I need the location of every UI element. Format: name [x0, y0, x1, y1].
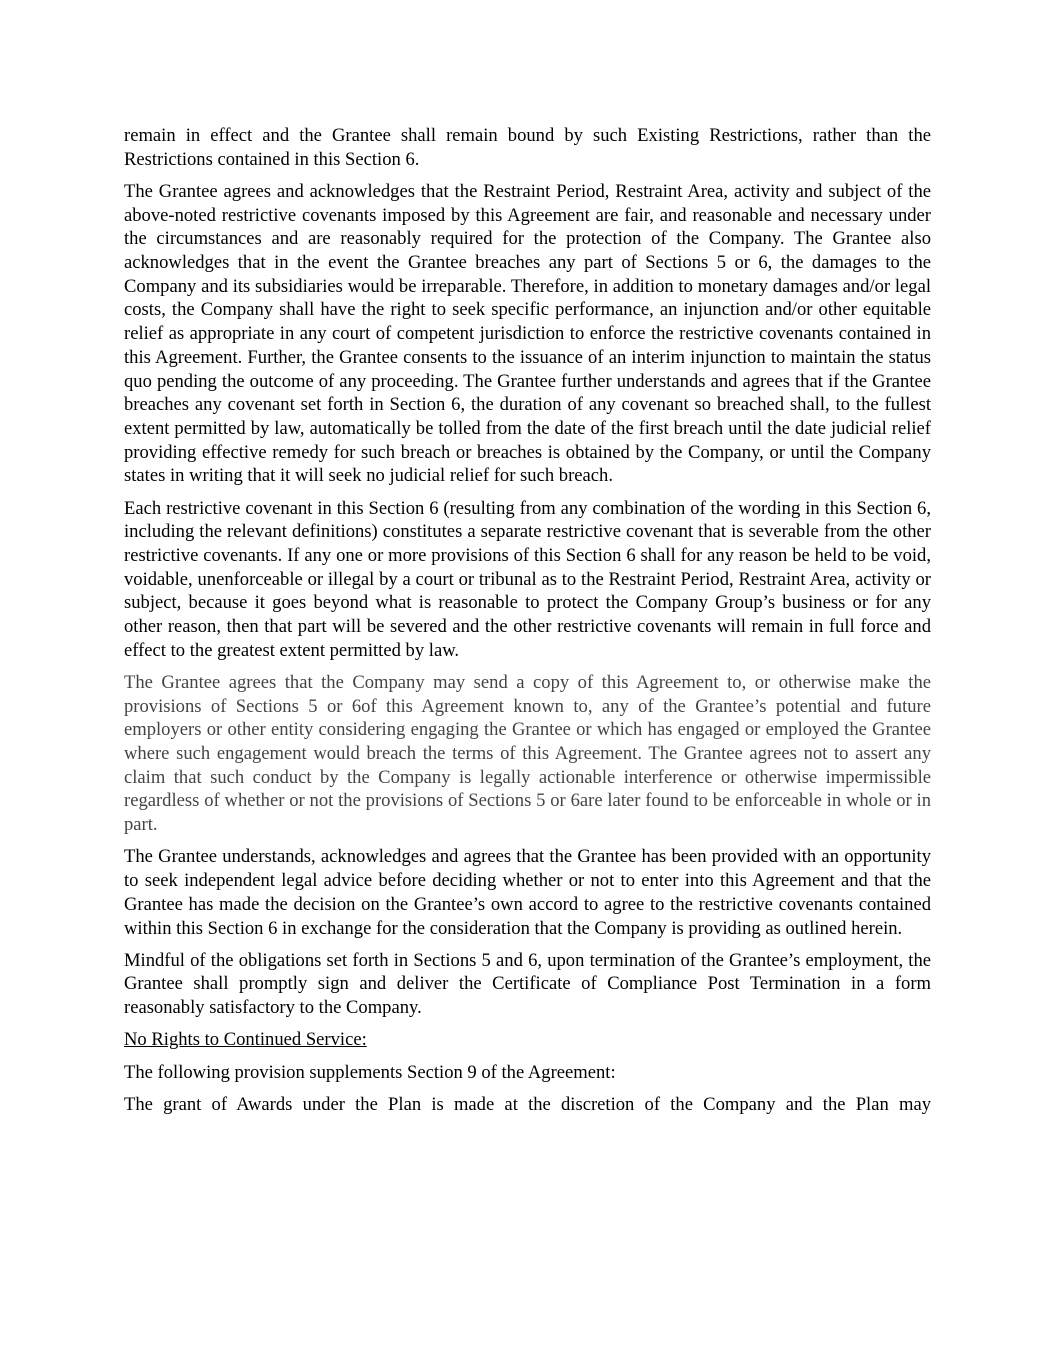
paragraph-supplement-section-9: The following provision supplements Section 9 of the Agreement:: [124, 1061, 616, 1083]
paragraph-notice-to-employers: The Grantee agrees that the Company may send a copy of this Agreement to, or otherwise make the provisions of Sections 5 or 6of this Agreement known to, any of the Grantee’s potential and future employers or other entity considering engaging the Grantee or which has engaged or employed the Grantee where such engagement would breach the terms of this Agreement. The Grantee agrees not to assert any claim that such conduct by the Company is legally actionable interference or otherwise impermissible regardless of whether or not the provisions of Sections 5 or 6are later found to be enforceable in whole or in part.: [124, 671, 931, 836]
section-heading-no-rights: No Rights to Continued Service:: [124, 1029, 367, 1051]
paragraph-grant-of-awards: The grant of Awards under the Plan is made at the discretion of the Company and the Plan may: [124, 1093, 931, 1115]
paragraph-existing-restrictions: remain in effect and the Grantee shall remain bound by such Existing Restrictions, rather than the Restrictions contained in this Section 6.: [124, 125, 931, 170]
paragraph-legal-advice: The Grantee understands, acknowledges and agrees that the Grantee has been provided with an opportunity to seek independent legal advice before deciding whether or not to enter into this Agreement and that the Grantee has made the decision on the Grantee’s own accord to agree to the restrictive covenants contained within this Section 6 in exchange for the consideration that the Company is providing as outlined herein.: [124, 846, 931, 939]
paragraph-certificate-of-compliance: Mindful of the obligations set forth in Sections 5 and 6, upon termination of the Grantee’s employment, the Grantee shall promptly sign and deliver the Certificate of Compliance Post Termination in a form reasonably satisfactory to the Company.: [124, 949, 931, 1019]
document-page: [124, 124, 931, 1116]
paragraph-severability: Each restrictive covenant in this Section 6 (resulting from any combination of the wording in this Section 6, including the relevant definitions) constitutes a separate restrictive covenant that is severable from the other restrictive covenants. If any one or more provisions of this Section 6 shall for any reason be held to be void, voidable, unenforceable or illegal by a court or tribunal as to the Restraint Period, Restraint Area, activity or subject, because it goes beyond what is reasonable to protect the Company Group’s business or for any other reason, then that part will be severed and the other restrictive covenants will remain in full force and effect to the greatest extent permitted by law.: [124, 497, 931, 661]
paragraph-restraint-acknowledgement: The Grantee agrees and acknowledges that the Restraint Period, Restraint Area, activity and subject of the above-noted restrictive covenants imposed by this Agreement are fair, and reasonable and necessary under the circumstances and are reasonably required for the protection of the Company. The Grantee also acknowledges that in the event the Grantee breaches any part of Sections 5 or 6, the damages to the Company and its subsidiaries would be irreparable. Therefore, in addition to monetary damages and/or legal costs, the Company shall have the right to seek specific performance, an injunction and/or other equitable relief as appropriate in any court of competent jurisdiction to enforce the restrictive covenants contained in this Agreement. Further, the Grantee consents to the issuance of an interim injunction to maintain the status quo pending the outcome of any proceeding. The Grantee further understands and agrees that if the Grantee breaches any covenant set forth in Section 6, the duration of any covenant so breached shall, to the fullest extent permitted by law, automatically be tolled from the date of the first breach until the date judicial relief providing effective remedy for such breach or breaches is obtained by the Company, or until the Company states in writing that it will seek no judicial relief for such breach.: [124, 180, 931, 487]
